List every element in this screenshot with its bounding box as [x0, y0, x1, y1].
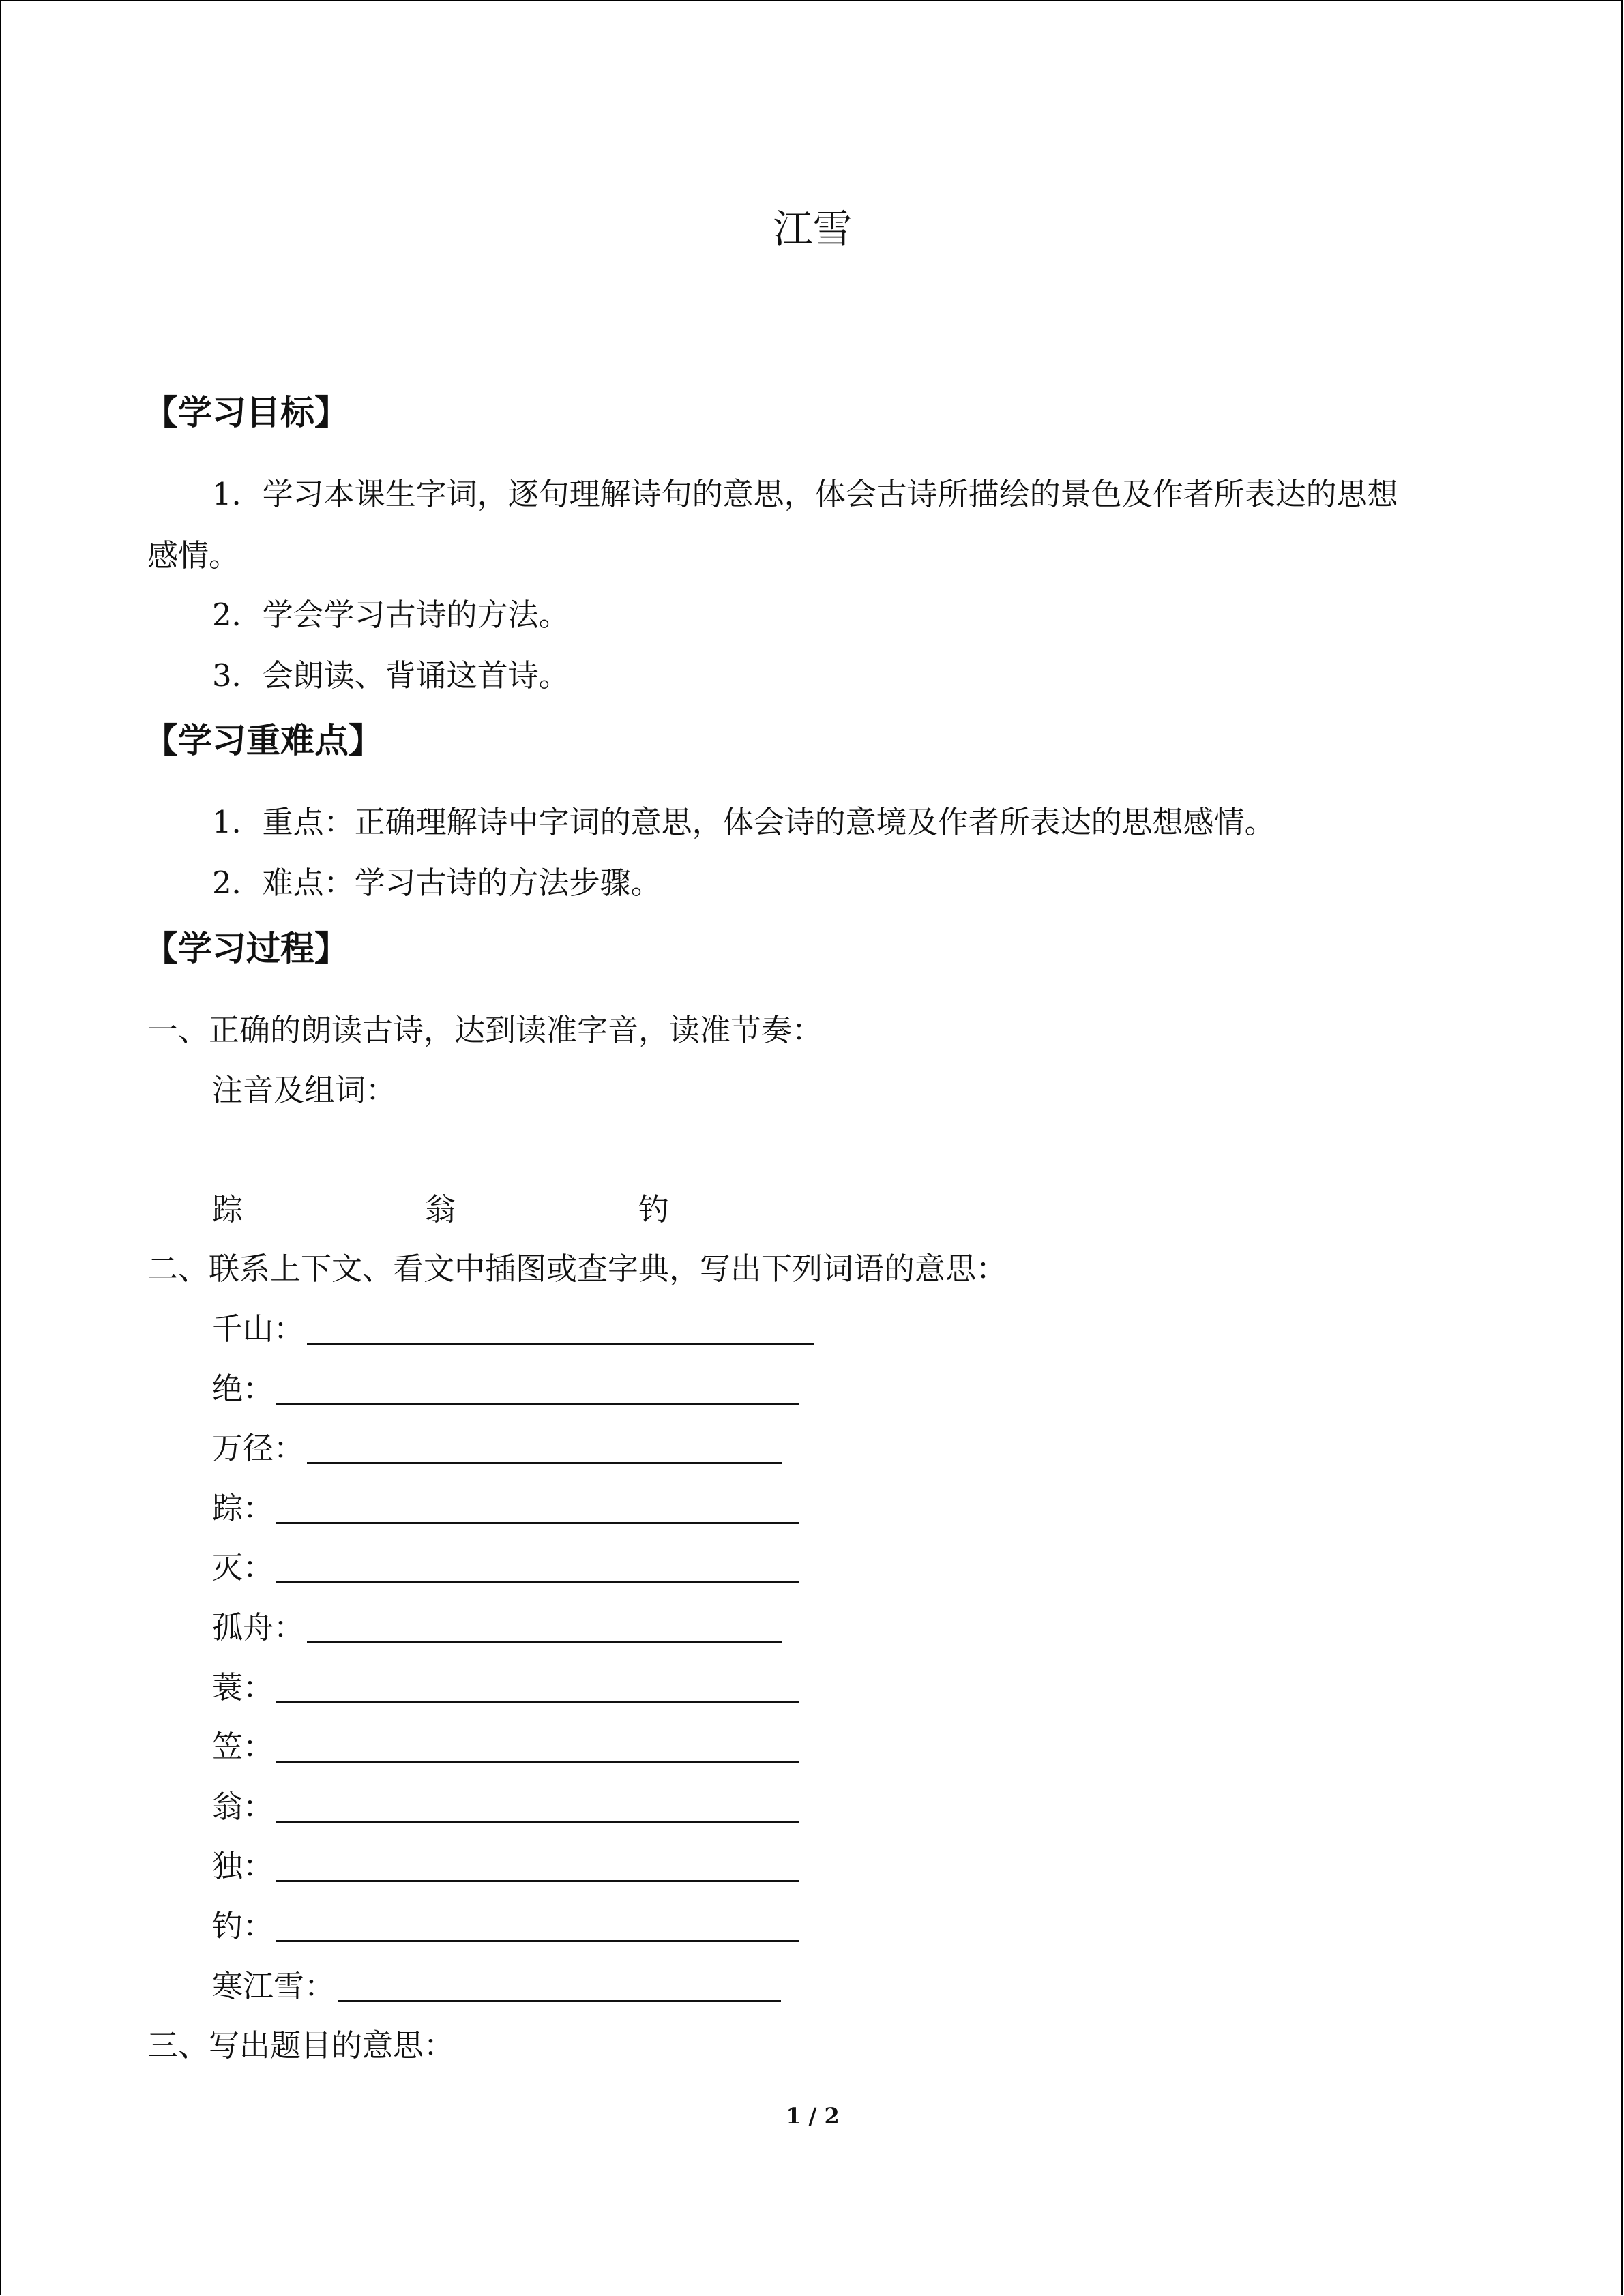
- answer-blank[interactable]: [276, 1880, 799, 1882]
- keypoint-item-2: 2．难点：学习古诗的方法步骤。: [212, 865, 662, 901]
- vocab-row: [212, 1669, 799, 1706]
- process-heading: 【学习过程】: [144, 929, 349, 968]
- answer-blank[interactable]: [307, 1462, 782, 1464]
- answer-blank[interactable]: [276, 1701, 799, 1703]
- pinyin-char: 翁: [425, 1191, 456, 1227]
- vocab-label: 踪：: [212, 1490, 274, 1526]
- document-title: 江雪: [773, 206, 853, 252]
- vocab-row: [212, 1908, 799, 1945]
- vocab-row: [212, 1729, 799, 1765]
- answer-blank[interactable]: [276, 1522, 799, 1524]
- process-step-3: 三、写出题目的意思：: [147, 2027, 455, 2063]
- process-step-1-sub: 注音及组词：: [212, 1072, 397, 1108]
- vocab-label: 千山：: [212, 1311, 305, 1347]
- answer-blank[interactable]: [338, 2000, 781, 2002]
- vocab-label: 孤舟：: [212, 1609, 305, 1645]
- vocab-row: [212, 1789, 799, 1825]
- answer-blank[interactable]: [307, 1641, 782, 1643]
- vocab-row: [212, 1490, 799, 1527]
- vocab-label: 钓：: [212, 1908, 274, 1944]
- answer-blank[interactable]: [276, 1821, 799, 1823]
- pinyin-char: 踪: [212, 1191, 243, 1227]
- answer-blank[interactable]: [276, 1940, 799, 1942]
- page-number: 1 / 2: [786, 2103, 840, 2129]
- vocab-row: [212, 1311, 814, 1347]
- goal-item-3: 3．会朗读、背诵这首诗。: [212, 657, 570, 694]
- vocab-label: 笠：: [212, 1729, 274, 1765]
- vocab-label: 翁：: [212, 1789, 274, 1825]
- goals-heading: 【学习目标】: [144, 393, 349, 432]
- answer-blank[interactable]: [276, 1581, 799, 1583]
- process-step-2: 二、联系上下文、看文中插图或查字典，写出下列词语的意思：: [147, 1251, 1007, 1287]
- vocab-row: [212, 1549, 799, 1586]
- pinyin-char: 钓: [638, 1191, 670, 1227]
- vocab-label: 绝：: [212, 1371, 274, 1407]
- vocab-label: 灭：: [212, 1549, 274, 1585]
- vocab-label: 蓑：: [212, 1669, 274, 1705]
- goal-item-1-line-1: 1．学习本课生字词，逐句理解诗句的意思，体会古诗所描绘的景色及作者所表达的思想: [212, 476, 1398, 512]
- vocab-row: [212, 1371, 799, 1407]
- goal-item-1-line-2: 感情。: [147, 537, 240, 573]
- vocab-label: 独：: [212, 1848, 274, 1884]
- keypoint-item-1: 1．重点：正确理解诗中字词的意思，体会诗的意境及作者所表达的思想感情。: [212, 804, 1275, 840]
- vocab-row: [212, 1848, 799, 1885]
- answer-blank[interactable]: [276, 1761, 799, 1763]
- vocab-label: 万径：: [212, 1430, 305, 1466]
- process-step-1: 一、正确的朗读古诗，达到读准字音，读准节奏：: [147, 1012, 823, 1048]
- vocab-row: [212, 1968, 781, 2005]
- answer-blank[interactable]: [276, 1403, 799, 1405]
- goal-item-2: 2．学会学习古诗的方法。: [212, 597, 570, 633]
- vocab-label: 寒江雪：: [212, 1968, 336, 2004]
- vocab-row: [212, 1609, 782, 1646]
- keypoints-heading: 【学习重难点】: [144, 721, 383, 760]
- answer-blank[interactable]: [307, 1343, 814, 1345]
- vocab-row: [212, 1430, 782, 1467]
